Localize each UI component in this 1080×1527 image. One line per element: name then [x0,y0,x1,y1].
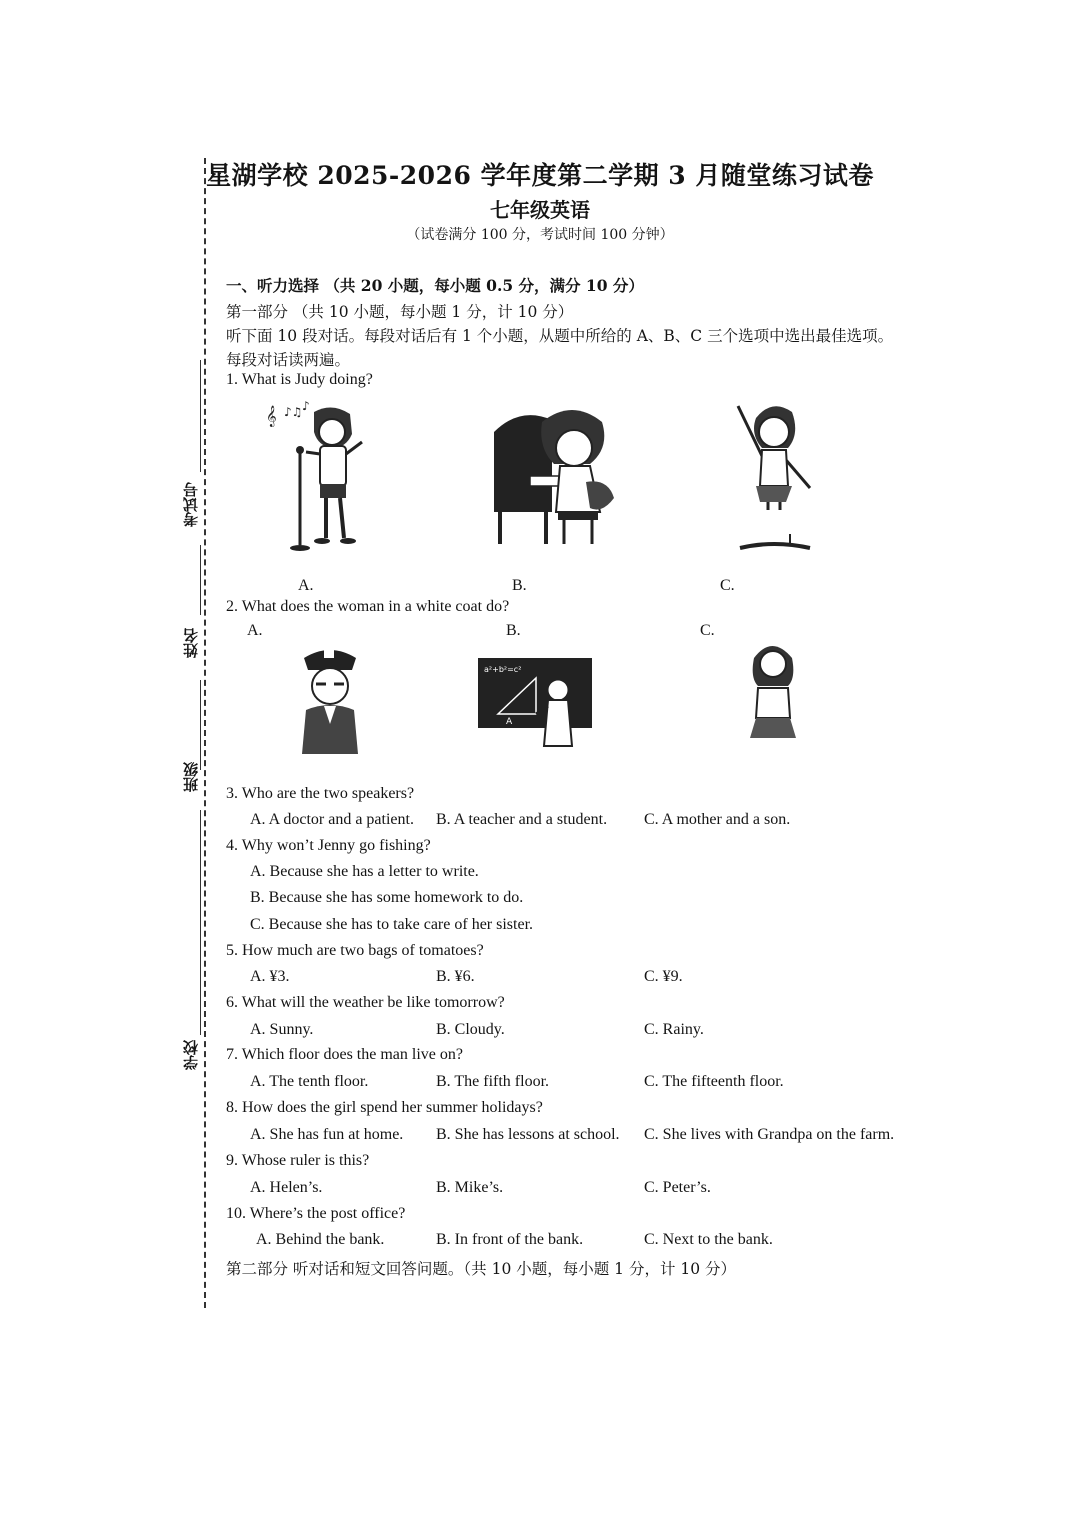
school-fill-line [200,810,201,1035]
margin-class-label: 班级 [182,762,200,792]
q4-option-a: A. Because she has a letter to write. [250,863,479,880]
q7-option-a: A. The tenth floor. [250,1073,369,1090]
q10-option-b: B. In front of the bank. [436,1231,584,1248]
q6-option-a: A. Sunny. [250,1021,314,1038]
section1-heading: 一、听力选择 （共 20 小题，每小题 0.5 分，满分 10 分） [226,276,644,295]
q1-option-b-label: B. [512,577,527,594]
q8-option-a: A. She has fun at home. [250,1126,404,1143]
q7-option-c: C. The fifteenth floor. [644,1073,784,1090]
q1-dancing-girl-image [726,398,822,554]
q10-option-a: A. Behind the bank. [256,1231,385,1248]
exam-note: （试卷满分 100 分，考试时间 100 分钟） [406,227,674,243]
svg-text:♪: ♪ [302,400,310,413]
exam-subtitle: 七年级英语 [490,198,590,222]
q6-option-b: B. Cloudy. [436,1021,505,1038]
q1-option-c-label: C. [720,577,735,594]
svg-text:𝄞: 𝄞 [266,406,277,427]
q9-option-b: B. Mike’s. [436,1179,504,1196]
q6-option-c: C. Rainy. [644,1021,704,1038]
margin-school-label: 学校 [182,1040,200,1070]
class-fill-line [200,680,201,770]
question-1: 1. What is Judy doing? [226,371,373,388]
q4-option-c: C. Because she has to take care of her sister. [250,916,534,933]
q5-option-b: B. ¥6. [436,968,475,985]
q5-option-a: A. ¥3. [250,968,290,985]
q1-singing-girl-image [262,400,372,558]
question-6: 6. What will the weather be like tomorrow? [226,994,505,1011]
exam-no-fill-line [200,360,201,472]
part1-heading: 第一部分 （共 10 小题，每小题 1 分，计 10 分） [226,303,574,321]
q1-option-a-label: A. [298,577,314,594]
q2-option-c-label: C. [700,622,715,639]
q2-policeman-image [298,644,362,756]
part2-heading: 第二部分 听对话和短文回答问题。（共 10 小题，每小题 1 分，计 10 分） [226,1260,737,1278]
q8-option-c: C. She lives with Grandpa on the farm. [644,1126,895,1143]
part1-instruction-line2: 每段对话读两遍。 [226,351,351,369]
q3-option-c: C. A mother and a son. [644,811,791,828]
part1-instruction-line1: 听下面 10 段对话。每段对话后有 1 个小题，从题中所给的 A、B、C 三个选项中选出最佳选项。 [226,327,894,345]
q2-teacher-blackboard-image [476,656,594,748]
q8-option-b: B. She has lessons at school. [436,1126,620,1143]
exam-title: 星湖学校 2025-2026 学年度第二学期 3 月随堂练习试卷 [206,161,874,190]
question-8: 8. How does the girl spend her summer holidays? [226,1099,543,1116]
question-3: 3. Who are the two speakers? [226,785,415,802]
margin-exam-no-label: 考试号 [182,482,200,527]
q9-option-a: A. Helen’s. [250,1179,323,1196]
svg-text:a²+b²=c²: a²+b²=c² [484,665,522,674]
svg-text:♪♫: ♪♫ [284,405,303,419]
question-7: 7. Which floor does the man live on? [226,1046,463,1063]
name-fill-line [200,545,201,615]
q7-option-b: B. The fifth floor. [436,1073,550,1090]
q4-option-b: B. Because she has some homework to do. [250,889,524,906]
q10-option-c: C. Next to the bank. [644,1231,773,1248]
question-2: 2. What does the woman in a white coat do? [226,598,510,615]
svg-text:A: A [506,717,513,727]
q9-option-c: C. Peter’s. [644,1179,711,1196]
binding-dashed-line [204,158,206,1308]
q1-piano-girl-image [490,402,620,548]
question-10: 10. Where’s the post office? [226,1205,406,1222]
q3-option-b: B. A teacher and a student. [436,811,608,828]
q2-option-a-label: A. [247,622,263,639]
question-9: 9. Whose ruler is this? [226,1152,370,1169]
q5-option-c: C. ¥9. [644,968,683,985]
question-4: 4. Why won’t Jenny go fishing? [226,837,431,854]
q2-woman-image [744,636,802,742]
q3-option-a: A. A doctor and a patient. [250,811,414,828]
q2-option-b-label: B. [506,622,521,639]
margin-name-label: 姓名 [182,628,200,658]
question-5: 5. How much are two bags of tomatoes? [226,942,484,959]
